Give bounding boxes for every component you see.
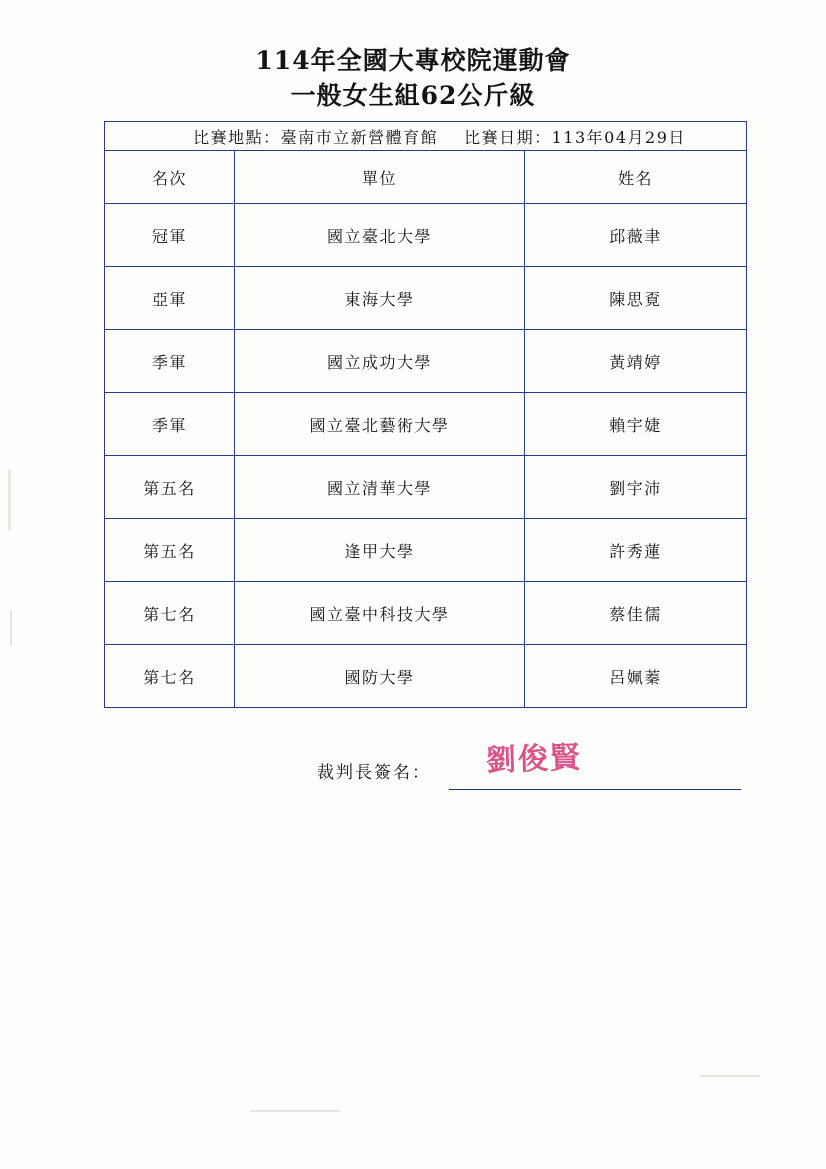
cell-unit: 國防大學 bbox=[235, 645, 525, 708]
table-row bbox=[105, 645, 747, 708]
competition-place: 比賽地點：臺南市立新營體育館 bbox=[193, 127, 439, 147]
cell-rank: 第七名 bbox=[105, 582, 235, 645]
cell-rank: 第五名 bbox=[105, 456, 235, 519]
scan-artifact bbox=[250, 1110, 340, 1112]
scan-artifact bbox=[8, 470, 11, 530]
title-line-2: 一般女生組62公斤級 bbox=[290, 81, 536, 110]
column-header-unit: 單位 bbox=[235, 151, 525, 204]
scan-artifact bbox=[10, 610, 12, 646]
signature-block bbox=[104, 740, 746, 800]
results-table-container bbox=[104, 121, 746, 708]
table-row bbox=[105, 204, 747, 267]
cell-unit: 國立臺中科技大學 bbox=[235, 582, 525, 645]
document-title bbox=[0, 44, 826, 114]
cell-unit: 國立清華大學 bbox=[235, 456, 525, 519]
cell-rank: 第七名 bbox=[105, 645, 235, 708]
title-line-1: 114年全國大專校院運動會 bbox=[255, 46, 571, 75]
cell-rank: 季軍 bbox=[105, 330, 235, 393]
cell-rank: 冠軍 bbox=[105, 204, 235, 267]
cell-name: 邱薇聿 bbox=[525, 204, 747, 267]
table-meta-row bbox=[105, 122, 747, 151]
cell-name: 蔡佳儒 bbox=[525, 582, 747, 645]
cell-rank: 季軍 bbox=[105, 393, 235, 456]
cell-name: 呂姵蓁 bbox=[525, 645, 747, 708]
table-row bbox=[105, 393, 747, 456]
table-row bbox=[105, 267, 747, 330]
referee-signature-stamp: 劉俊賢 bbox=[485, 740, 583, 779]
competition-date: 比賽日期：113年04月29日 bbox=[464, 127, 686, 147]
table-header-row bbox=[105, 151, 747, 204]
cell-name: 許秀蓮 bbox=[525, 519, 747, 582]
cell-rank: 第五名 bbox=[105, 519, 235, 582]
signature-label: 裁判長簽名： bbox=[317, 763, 431, 783]
cell-unit: 國立成功大學 bbox=[235, 330, 525, 393]
column-header-name: 姓名 bbox=[525, 151, 747, 204]
signature-line bbox=[449, 789, 741, 790]
cell-name: 賴宇婕 bbox=[525, 393, 747, 456]
results-table bbox=[104, 121, 747, 708]
cell-rank: 亞軍 bbox=[105, 267, 235, 330]
cell-name: 黃靖婷 bbox=[525, 330, 747, 393]
cell-name: 陳思覔 bbox=[525, 267, 747, 330]
table-row bbox=[105, 330, 747, 393]
cell-unit: 國立臺北大學 bbox=[235, 204, 525, 267]
scan-artifact bbox=[700, 1075, 760, 1077]
meta-cell bbox=[105, 122, 747, 151]
table-row bbox=[105, 519, 747, 582]
table-row bbox=[105, 582, 747, 645]
table-row bbox=[105, 456, 747, 519]
column-header-rank: 名次 bbox=[105, 151, 235, 204]
cell-unit: 國立臺北藝術大學 bbox=[235, 393, 525, 456]
cell-name: 劉宇沛 bbox=[525, 456, 747, 519]
cell-unit: 逢甲大學 bbox=[235, 519, 525, 582]
cell-unit: 東海大學 bbox=[235, 267, 525, 330]
